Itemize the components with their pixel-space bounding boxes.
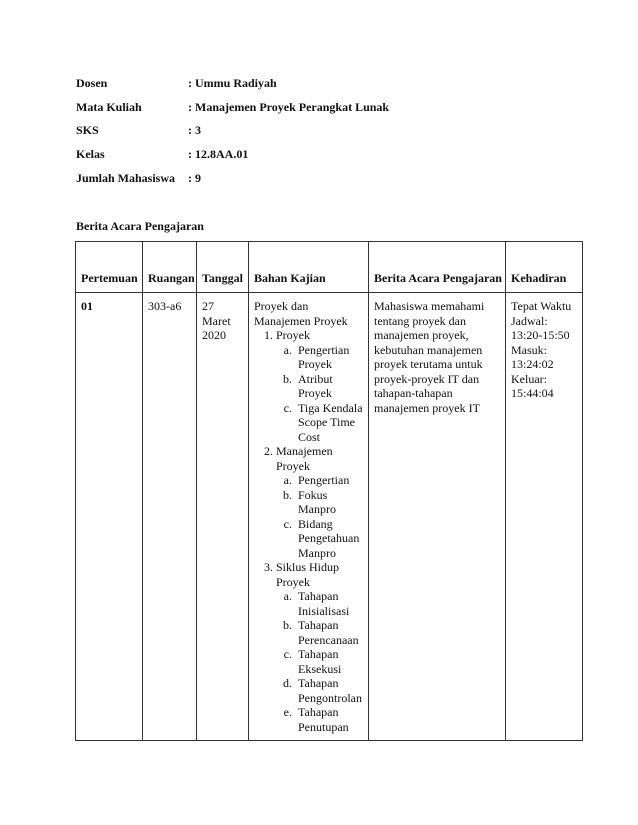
cell-room: 303-a6 (143, 293, 197, 741)
lecturer-label: Dosen (76, 76, 108, 90)
subtopic-item: b. Atribut Proyek (295, 372, 364, 401)
credits-value: : 3 (188, 123, 201, 137)
table-row (76, 293, 583, 741)
cell-material (249, 293, 369, 741)
subtopic-item: e. Tahapan Penutupan (295, 705, 364, 734)
header-meeting: Pertemuan (76, 242, 143, 293)
subtopic-item: a. Tahapan Inisialisasi (295, 589, 364, 618)
subtopic-item: a. Pengertian (295, 473, 364, 488)
cell-meeting: 01 (76, 293, 143, 741)
topic-title: Siklus Hidup Proyek (276, 560, 340, 589)
header-attendance: Kehadiran (506, 242, 583, 293)
subtopic-item: b. Tahapan Perencanaan (295, 618, 364, 647)
students-label: Jumlah Mahasiswa (76, 171, 176, 185)
teaching-report-table (75, 241, 583, 741)
attendance-in: Masuk: 13:24:02 (511, 342, 554, 371)
subtopic-item: c. Tahapan Eksekusi (295, 647, 364, 676)
cell-date: 27 Maret 2020 (197, 293, 249, 741)
subtopic-item: d. Tahapan Pengontrolan (295, 676, 364, 705)
header-date: Tanggal (197, 242, 249, 293)
students-value: : 9 (188, 171, 201, 185)
course-value: : Manajemen Proyek Perangkat Lunak (188, 100, 390, 114)
topic-list (254, 328, 364, 734)
topic-title: Proyek (276, 328, 310, 342)
subtopic-item: b. Fokus Manpro (295, 488, 364, 517)
header-material: Bahan Kajian (249, 242, 369, 293)
attendance-status: Tepat Waktu (511, 299, 572, 313)
header-room: Ruangan (143, 242, 197, 293)
subtopic-list (276, 589, 364, 734)
table-header-row (76, 242, 583, 293)
cell-attendance (506, 293, 583, 741)
header-report: Berita Acara Pengajaran (369, 242, 506, 293)
attendance-out: Keluar: 15:44:04 (511, 371, 554, 400)
subtopic-item: c. Tiga Kendala Scope Time Cost (295, 401, 364, 445)
topic-item (276, 328, 364, 444)
topic-item (276, 560, 364, 734)
credits-label: SKS (76, 123, 99, 137)
course-label: Mata Kuliah (76, 100, 142, 114)
subtopic-list (276, 473, 364, 560)
attendance-schedule: Jadwal: 13:20-15:50 (511, 313, 570, 342)
cell-report: Mahasiswa memahami tentang proyek dan manajemen proyek, kebutuhan manajemen proyek terutama untuk proyek-proyek IT dan tahapan-tahapan manajemen proyek IT (369, 293, 506, 741)
lecturer-value: : Ummu Radiyah (188, 76, 277, 90)
subtopic-item: a. Pengertian Proyek (295, 343, 364, 372)
topic-title: Manajemen Proyek (276, 444, 333, 473)
material-title: Proyek dan Manajemen Proyek (254, 299, 348, 328)
subtopic-item: c. Bidang Pengetahuan Manpro (295, 517, 364, 561)
section-title: Berita Acara Pengajaran (76, 219, 204, 233)
topic-item (276, 444, 364, 560)
class-value: : 12.8AA.01 (188, 147, 249, 161)
class-label: Kelas (76, 147, 105, 161)
subtopic-list (276, 343, 364, 445)
